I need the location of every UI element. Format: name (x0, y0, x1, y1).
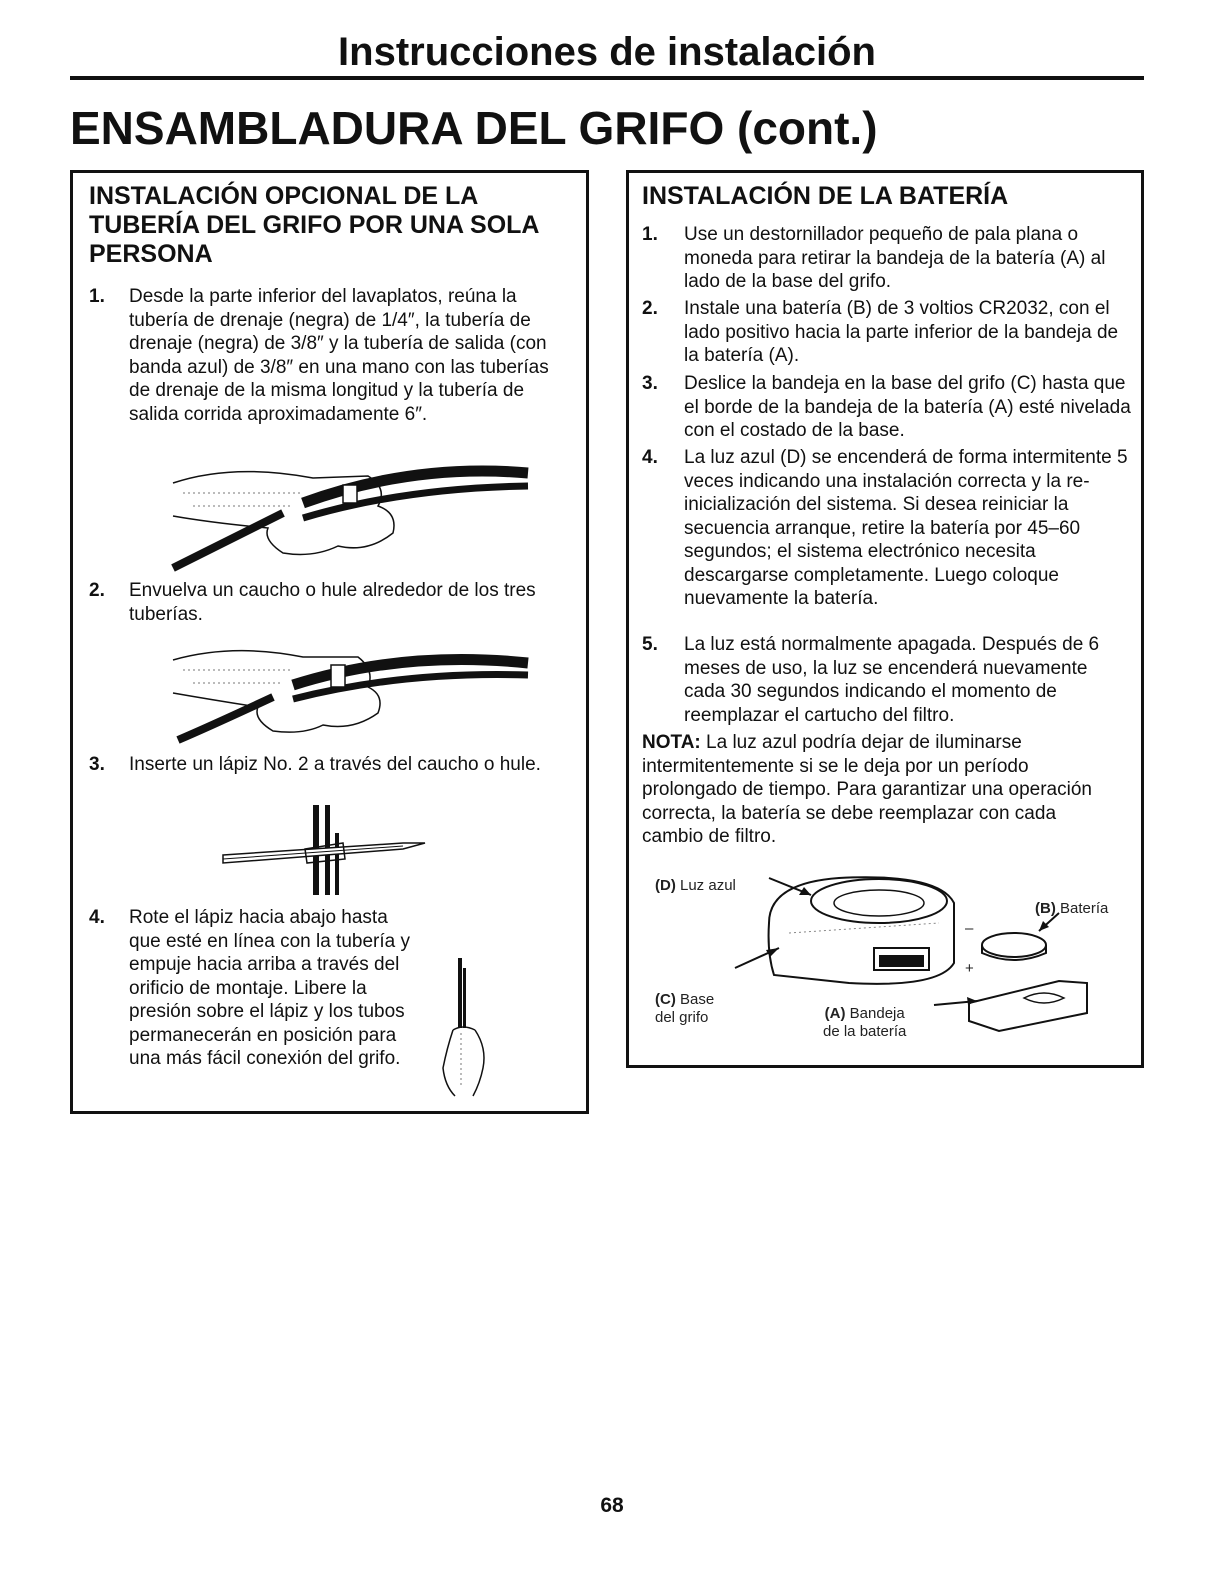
page-header-title: Instrucciones de instalación (338, 30, 876, 74)
step-number: 2. (89, 580, 105, 601)
battery-install-box (626, 170, 1144, 1068)
step-text: La luz está normalmente apagada. Después de 6 meses de uso, la luz se encenderá nuevamente cada 30 segundos indicando el momento de reemplazar el cartucho del filtro. (684, 634, 1100, 726)
step-text: Deslice la bandeja en la base del grifo (C) hasta que el borde de la bandeja de la batería (A) esté nivelada con el costado de la base. (684, 373, 1131, 441)
step-number: 3. (642, 373, 658, 394)
step-number: 4. (642, 447, 658, 468)
callout-b-bateria: (B) Batería (1035, 900, 1109, 917)
callout-c-base-grifo: (C) Base del grifo (655, 991, 715, 1026)
hand-holding-pencil-figure (425, 958, 495, 1098)
section-title: ENSAMBLADURA DEL GRIFO (cont.) (70, 102, 878, 154)
battery-note (642, 731, 1122, 849)
battery-install-heading: INSTALACIÓN DE LA BATERÍA (642, 182, 1009, 210)
right-step-5 (642, 633, 1132, 727)
step-text: Inserte un lápiz No. 2 a través del caucho o hule. (129, 754, 541, 775)
step-number: 4. (89, 907, 105, 928)
callout-minus: – (965, 920, 974, 937)
left-step-3 (89, 753, 569, 777)
left-step-4 (89, 906, 419, 1071)
single-person-install-box (70, 170, 589, 1114)
step-text: La luz azul (D) se encenderá de forma intermitente 5 veces indicando una instalación correcta y la re-inicialización del sistema. Si desea reiniciar la secuencia arranque, retire la batería por 45–60 segundos; el sistema electrónico necesita descargarse completamente. Luego coloque nuevamente la batería. (684, 447, 1128, 609)
step-number: 1. (89, 286, 105, 307)
step-text: Instale una batería (B) de 3 voltios CR2032, con el lado positivo hacia la parte inferior de la bandeja de la batería (A). (684, 298, 1119, 366)
callout-plus: + (965, 960, 974, 977)
note-text: La luz azul podría dejar de iluminarse intermitentemente si se le deja por un período prolongado de tiempo. Para garantizar una operación correcta, la batería se debe reemplazar con cada cambio de filtro. (642, 732, 1092, 847)
step-number: 2. (642, 298, 658, 319)
header-rule (70, 76, 1144, 80)
step-text: Desde la parte inferior del lavaplatos, reúna la tubería de drenaje (negra) de 1/4″, la tubería de drenaje (negra) de 3/8″ y la tubería de salida (con banda azul) de 3/8″ en una mano con las tuberías de drenaje de la misma longitud y la tubería de salida corrida aproximadamente 6″. (129, 286, 549, 425)
step-number: 5. (642, 634, 658, 655)
callout-d-luz-azul: (D) Luz azul (655, 877, 736, 894)
callout-a-bandeja: (A) Bandeja de la batería (823, 1005, 907, 1040)
right-step-2 (642, 297, 1132, 368)
single-person-install-heading: INSTALACIÓN OPCIONAL DE LA TUBERÍA DEL GRIFO POR UNA SOLA PERSONA (89, 182, 539, 268)
right-step-3 (642, 372, 1132, 443)
right-step-4 (642, 446, 1132, 611)
hand-holding-tubes-figure (153, 458, 533, 573)
pencil-through-band-figure (213, 803, 443, 903)
left-step-1 (89, 285, 569, 426)
right-step-1 (642, 223, 1132, 294)
page-number: 68 (600, 1494, 624, 1517)
step-text: Use un destornillador pequeño de pala plana o moneda para retirar la bandeja de la batería (A) al lado de la base del grifo. (684, 224, 1106, 292)
step-number: 3. (89, 754, 105, 775)
note-label: NOTA: (642, 732, 701, 753)
step-text: Rote el lápiz hacia abajo hasta que esté en línea con la tubería y empuje hacia arriba a través del orificio de montaje. Libere la presión sobre el lápiz y los tubos permanecerán en posición para una más fácil conexión del grifo. (129, 907, 410, 1069)
step-number: 1. (642, 224, 658, 245)
rubber-band-tubes-figure (153, 635, 533, 745)
left-step-2 (89, 579, 569, 626)
step-text: Envuelva un caucho o hule alrededor de los tres tuberías. (129, 580, 536, 625)
